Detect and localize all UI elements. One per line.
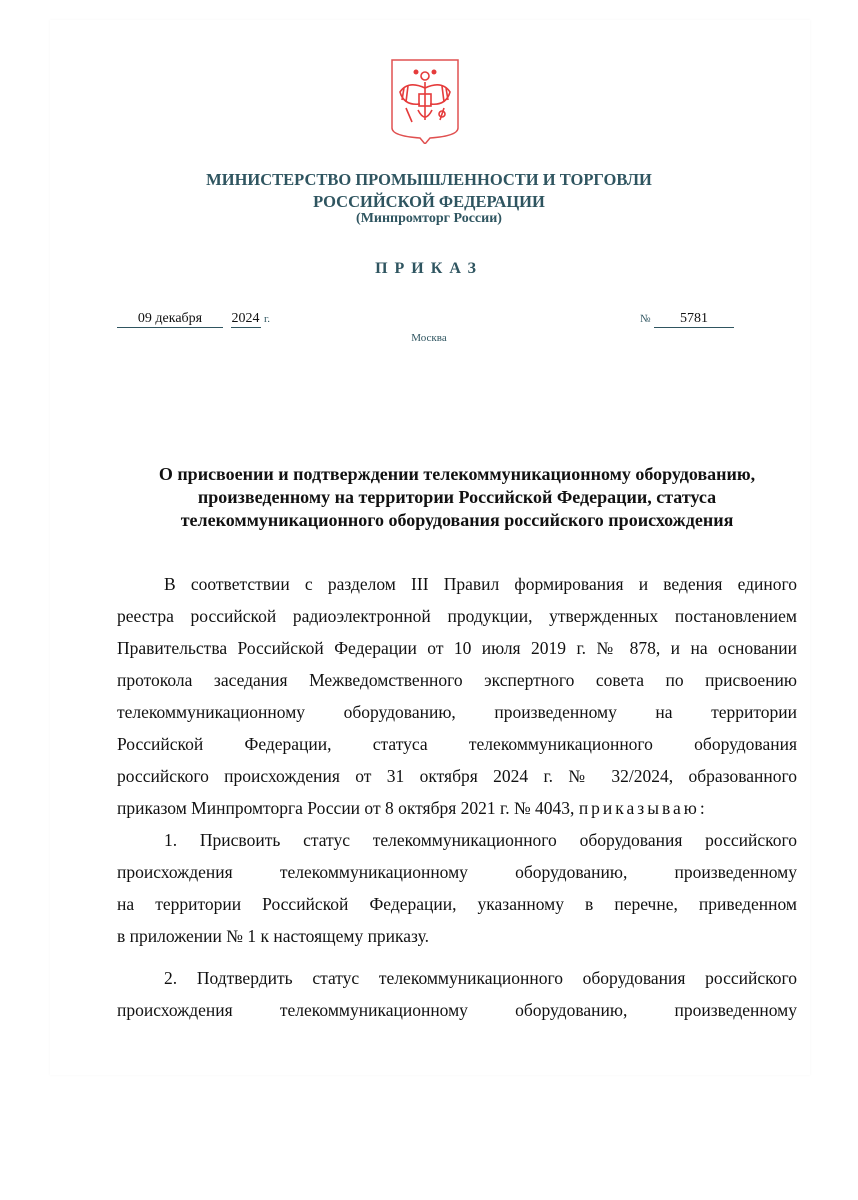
- document-title: [117, 463, 797, 532]
- text-line: 1. Присвоить статус телекоммуникационного оборудования российского: [164, 830, 797, 850]
- text-line: [117, 792, 797, 824]
- text-line: 2. Подтвердить статус телекоммуникационного оборудования российского: [164, 968, 797, 988]
- text-line: В соответствии с разделом III Правил формирования и ведения единого: [164, 574, 797, 594]
- document-body: [117, 568, 797, 1026]
- text-line: Правительства Российской Федерации от 10 июля 2019 г. № 878, и на основании: [117, 638, 797, 658]
- ministry-line-1: МИНИСТЕРСТВО ПРОМЫШЛЕННОСТИ И ТОРГОВЛИ: [206, 170, 652, 189]
- text-line: протокола заседания Межведомственного экспертного совета по присвоению: [117, 670, 797, 690]
- paragraph-preamble: [117, 568, 797, 824]
- title-line: телекоммуникационного оборудования российского происхождения: [180, 510, 734, 530]
- title-line: О присвоении и подтверждении телекоммуникационному оборудованию,: [158, 464, 756, 484]
- city: Москва: [411, 332, 447, 344]
- paragraph-item-2: [117, 962, 797, 1026]
- document-type: ПРИКАЗ: [375, 260, 483, 277]
- text-line: Российской Федерации, статуса телекоммуникационного оборудования: [117, 734, 797, 754]
- coat-of-arms-emblem-icon: [390, 58, 460, 144]
- text-line: в приложении № 1 к настоящему приказу.: [117, 926, 429, 946]
- text-line: происхождения телекоммуникационному оборудованию, произведенному: [117, 862, 797, 882]
- ministry-short-name: (Минпромторг России): [356, 211, 502, 226]
- text-line: телекоммуникационному оборудованию, произведенному на территории: [117, 702, 797, 722]
- title-line: произведенному на территории Российской Федерации, статуса: [197, 487, 717, 507]
- ministry-name: [0, 169, 858, 213]
- date-year: 2024: [231, 311, 260, 326]
- text-fragment: приказом Минпромторга России от 8 октября 2021 г. № 4043,: [117, 798, 575, 818]
- order-number: [640, 311, 734, 328]
- year-suffix: г.: [264, 313, 271, 325]
- text-line: на территории Российской Федерации, указанному в перечне, приведенном: [117, 894, 797, 914]
- number-value: 5781: [654, 311, 734, 328]
- number-label: №: [640, 313, 651, 325]
- date-day-month: 09 декабря: [117, 311, 223, 328]
- text-line: происхождения телекоммуникационному оборудованию, произведенному: [117, 1000, 797, 1020]
- spaced-word-prikazyvayu: приказываю:: [578, 798, 708, 818]
- ministry-line-2: РОССИЙСКОЙ ФЕДЕРАЦИИ: [313, 192, 545, 211]
- text-line: российского происхождения от 31 октября 2024 г. № 32/2024, образованного: [117, 766, 797, 786]
- order-date: [117, 311, 270, 328]
- paragraph-item-1: [117, 824, 797, 952]
- text-line: реестра российской радиоэлектронной продукции, утвержденных постановлением: [117, 606, 797, 626]
